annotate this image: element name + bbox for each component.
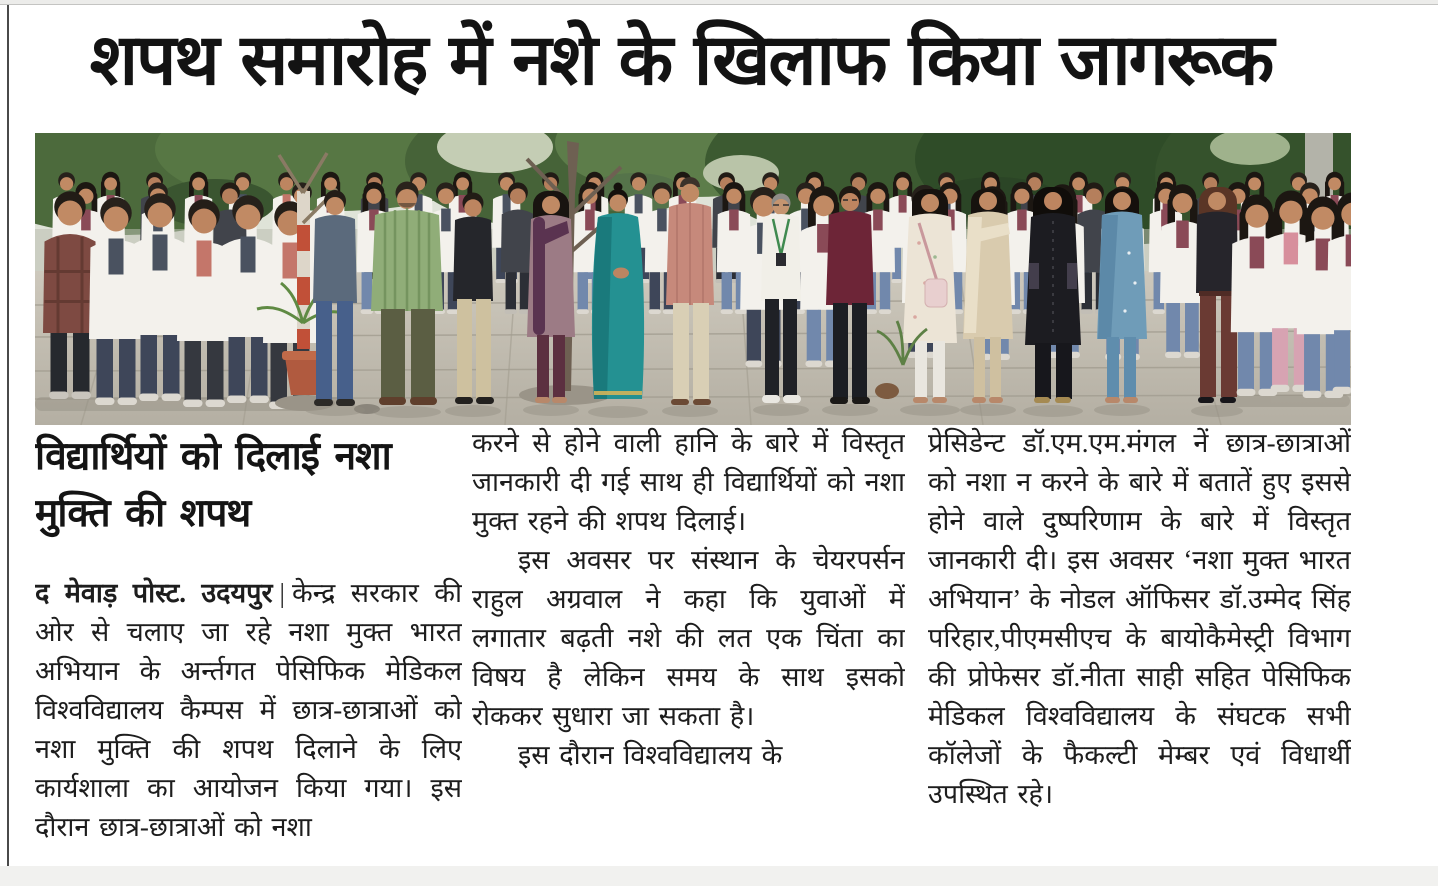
col2-paragraph-2: इस अवसर पर संस्थान के चेयरपर्सन राहुल अग्रवाल ने कहा कि युवाओं में लगातार बढ़ती नशे की लत एक चिंता का विषय है लेकिन समय के साथ इसको रोककर सुधारा जा सकता है। xyxy=(472,545,905,731)
col1-paragraph xyxy=(35,574,462,847)
top-edge-strip xyxy=(0,0,1438,5)
headline: शपथ समारोह में नशे के खिलाफ किया जागरूक xyxy=(89,18,1273,101)
col2-paragraph-3: इस दौरान विश्वविद्यालय के xyxy=(518,740,783,770)
article-column-3 xyxy=(928,424,1351,876)
article-column-1 xyxy=(35,424,462,876)
article-photo xyxy=(35,133,1351,425)
article-column-2 xyxy=(472,424,905,876)
subheadline: विद्यार्थियों को दिलाई नशा मुक्ति की शपथ xyxy=(35,434,391,536)
col3-paragraph: प्रेसिडेन्ट डॉ.एम.एम.मंगल नें छात्र-छात्राओं को नशा न करने के बारे में बतातें हुए इससे होने वाले दुष्परिणाम के बारे में विस्तृत जानकारी दी। इस अवसर ‘नशा मुक्त भारत अभियान’ के नोडल ऑफिसर डॉ.उम्मेद सिंह परिहार,पीएमसीएच के बायोकैमेस्ट्री विभाग की प्रोफेसर डॉ.नीता साही सहित पेसिफिक मेडिकल विश्वविद्यालय के संघटक सभी कॉलेजों के फैकल्टी मेम्बर एवं विधार्थी उपस्थित रहे। xyxy=(928,428,1351,809)
bottom-edge-bar xyxy=(0,866,1438,886)
byline-separator: | xyxy=(279,578,285,608)
column-rule-left xyxy=(7,5,9,866)
group-photo-illustration xyxy=(35,133,1351,425)
byline: द मेवाड़ पोस्ट. उदयपुर xyxy=(35,578,273,608)
col1-body-text: केन्द्र सरकार की ओर से चलाए जा रहे नशा मुक्त भारत अभियान के अर्न्तगत पेसिफिक मेडिकल विश्वविद्यालय कैम्पस में छात्र-छात्राओं को नशा मुक्ति की शपथ दिलाने के लिए कार्यशाला का आयोजन किया गया। इस दौरान छात्र-छात्राओं को नशा xyxy=(35,578,462,842)
col2-paragraph-1: करने से होने वाली हानि के बारे में विस्तृत जानकारी दी गई साथ ही विद्यार्थियों को नशा मुक्त रहने की शपथ दिलाई। xyxy=(472,428,905,536)
